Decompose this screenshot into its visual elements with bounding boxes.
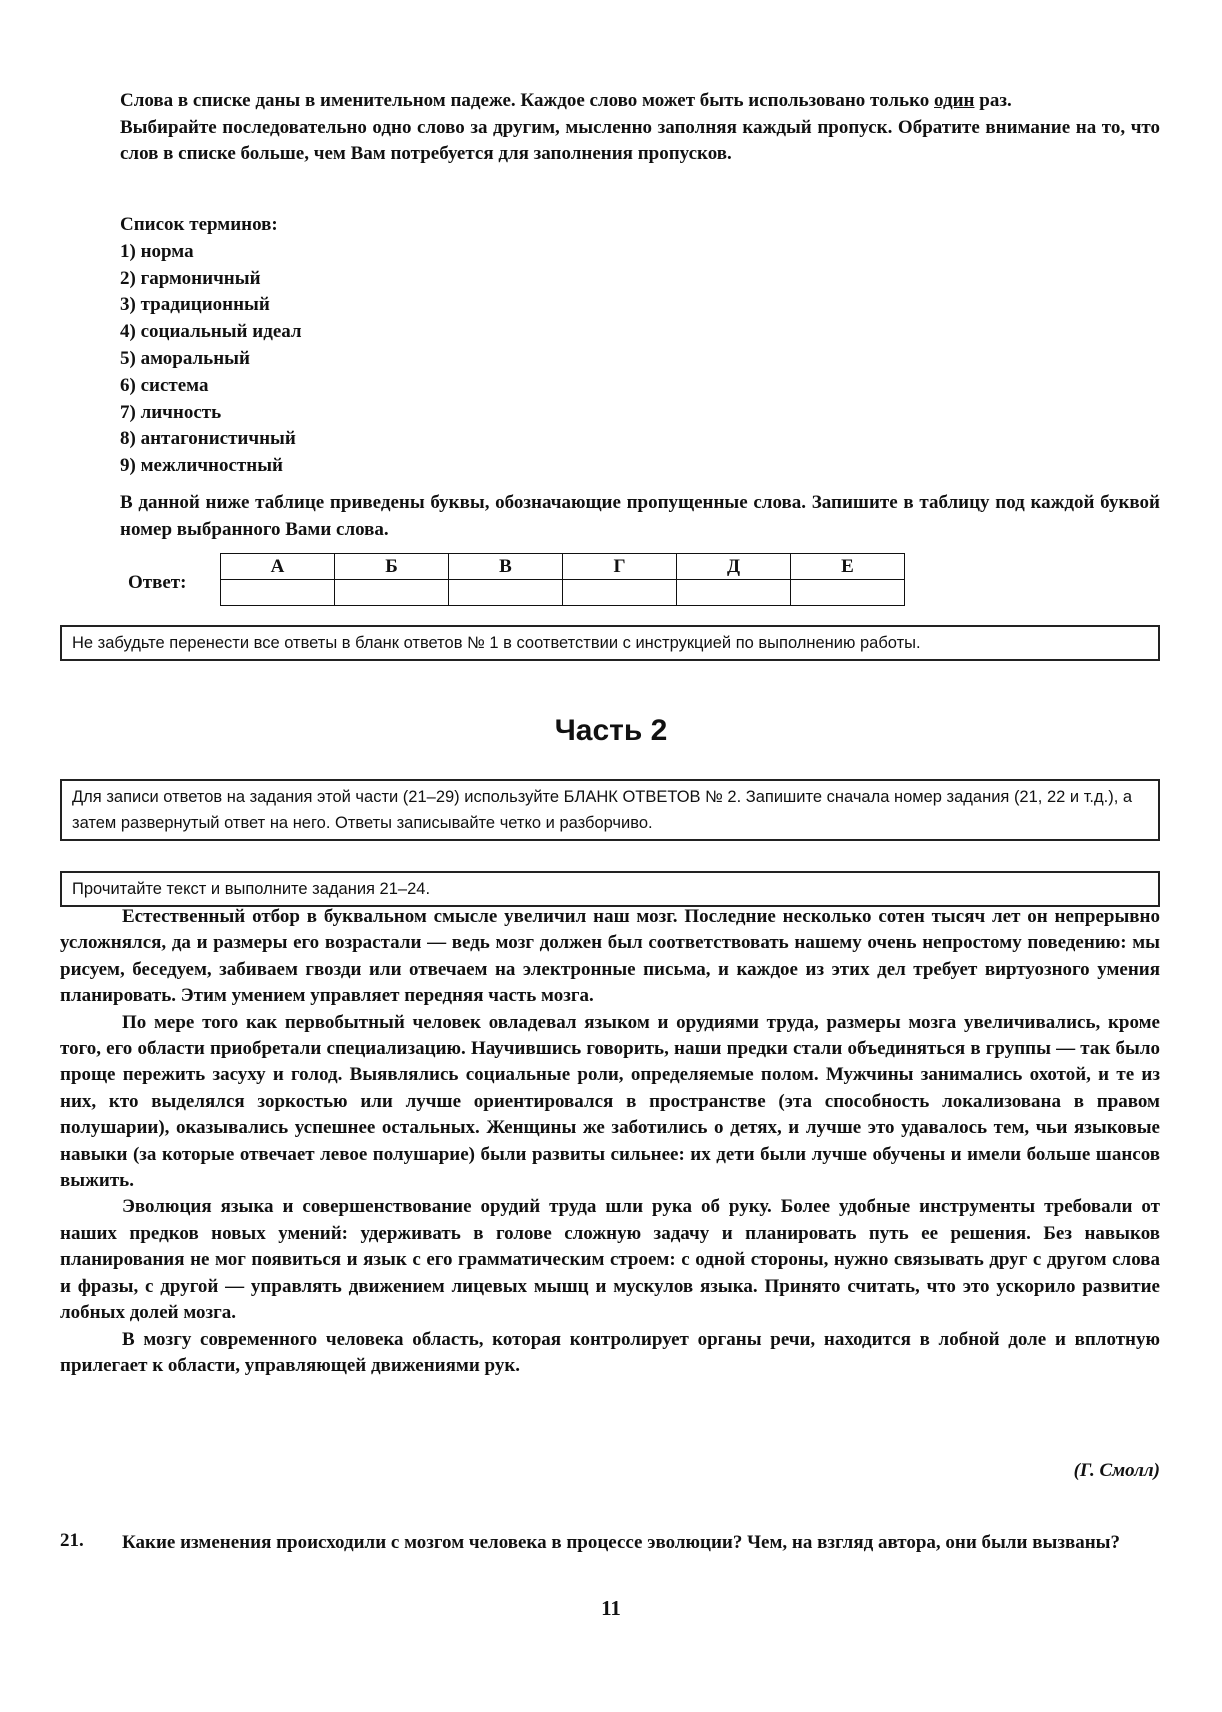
list-item: 7) личность	[120, 401, 222, 423]
question-number: 21.	[60, 1530, 84, 1551]
answer-cell[interactable]	[221, 580, 335, 606]
text-paragraph: По мере того как первобытный человек овладевал языком и орудиями труда, размеры мозга увеличивались, кроме того, его области приобретали специализацию. Научившись говорить, наши предки стали объединяться в группы — так было проще пережить засуху и голод. Выявлялись социальные роли, определяемые полом. Мужчины занимались охотой, и те из них, кто выделялся зоркостью или лучше ориентировался в пространстве (эта способность локализована в правом полушарии), оказывались успешнее остальных. Женщины же заботились о детях, и лучше это удавалось тем, чьи языковые навыки (за которые отвечает левое полушарие) были развиты сильнее: их дети были лучше обучены и имели больше шансов выжить.	[60, 1011, 1160, 1192]
list-item: 8) антагонистичный	[120, 428, 296, 450]
answer-table	[220, 553, 905, 606]
page-number: 11	[601, 1596, 621, 1620]
reading-text	[60, 904, 1160, 1379]
text-paragraph: Эволюция языка и совершенствование орудий труда шли рука об руку. Более удобные инструменты требовали от наших предков новых умений: удерживать в голове сложную задачу и планировать путь ее решения. Без навыков планирования не мог появиться и язык с его грамматическим строем: с одной стороны, нужно связывать друг с другом слова и фразы, с другой — управлять движением лицевых мышц и мускулов языка. Принято считать, что это ускорило развитие лобных долей мозга.	[60, 1196, 1160, 1324]
answer-letter: Г	[563, 554, 677, 580]
answer-cell[interactable]	[791, 580, 905, 606]
part2-instruction-box: Для записи ответов на задания этой части (21–29) используйте БЛАНК ОТВЕТОВ № 2. Запишите сначала номер задания (21, 22 и т.д.), а затем развернутый ответ на него. Ответы записывайте четко и разборчиво.	[60, 779, 1160, 841]
list-item: 6) система	[120, 374, 209, 396]
author-credit: (Г. Смолл)	[1073, 1460, 1160, 1481]
text-paragraph: Естественный отбор в буквальном смысле увеличил наш мозг. Последние несколько сотен тысяч лет он непрерывно усложнялся, да и размеры его возрастали — ведь мозг должен был соответствовать нашему очень непростому поведению: мы рисуем, беседуем, забиваем гвозди или отвечаем на электронные письма, и каждое из этих дел требует виртуозного умения планировать. Этим умением управляет передняя часть мозга.	[60, 906, 1160, 1007]
instructions-line-2: Выбирайте последовательно одно слово за другим, мысленно заполняя каждый пропуск. Обратите внимание на то, что слов в списке больше, чем Вам потребуется для заполнения пропусков.	[120, 116, 1160, 164]
question-text: Какие изменения происходили с мозгом человека в процессе эволюции? Чем, на взгляд автора, они были вызваны?	[122, 1532, 1121, 1553]
terms-list	[120, 212, 302, 480]
answer-letter: Б	[335, 554, 449, 580]
part-title: Часть 2	[554, 714, 668, 747]
answer-label: Ответ:	[128, 572, 187, 593]
instructions-line-1: Слова в списке даны в именительном падеже. Каждое слово может быть использовано только один раз.	[120, 90, 1012, 111]
text-paragraph: В мозгу современного человека область, которая контролирует органы речи, находится в лобной доле и вплотную прилегает к области, управляющей движениями рук.	[60, 1328, 1160, 1376]
table-instruction: В данной ниже таблице приведены буквы, обозначающие пропущенные слова. Запишите в таблицу под каждой буквой номер выбранного Вами слова.	[120, 492, 1160, 540]
answer-letter: А	[221, 554, 335, 580]
reminder-box: Не забудьте перенести все ответы в бланк ответов № 1 в соответствии с инструкцией по выполнению работы.	[60, 625, 1160, 661]
answer-letter: В	[449, 554, 563, 580]
list-item: 5) аморальный	[120, 347, 250, 369]
read-task-box: Прочитайте текст и выполните задания 21–24.	[60, 871, 1160, 907]
list-item: 1) норма	[120, 240, 194, 262]
list-item: 2) гармоничный	[120, 267, 261, 289]
list-item: 4) социальный идеал	[120, 321, 302, 343]
instructions-block	[120, 88, 1160, 168]
answer-cell[interactable]	[449, 580, 563, 606]
answer-cell[interactable]	[677, 580, 791, 606]
list-item: 9) межличностный	[120, 455, 283, 477]
answer-letter: Е	[791, 554, 905, 580]
terms-title: Список терминов:	[120, 214, 278, 235]
list-item: 3) традиционный	[120, 294, 270, 316]
answer-cell[interactable]	[335, 580, 449, 606]
answer-letter: Д	[677, 554, 791, 580]
answer-cell[interactable]	[563, 580, 677, 606]
